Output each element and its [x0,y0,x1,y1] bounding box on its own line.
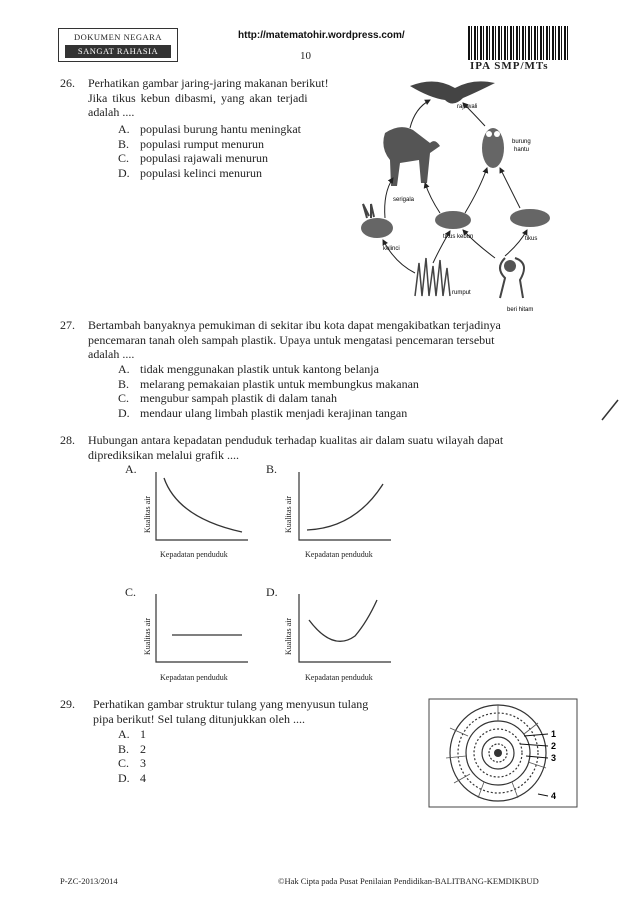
pointer-label: 1 [551,729,557,739]
document-label: DOKUMEN NEGARA [74,32,162,42]
question-28-text [88,433,578,462]
graph-a-plot [150,470,250,545]
graph-d-xlabel: Kepadatan penduduk [305,673,373,682]
option-text: populasi kelinci menurun [140,165,262,180]
pen-mark [600,398,620,422]
option-letter: D. [118,405,130,420]
source-url-link[interactable]: http://matematohir.wordpress.com/ [238,30,405,41]
option-a[interactable] [118,362,419,377]
option-text: 4 [140,770,146,785]
secret-label: SANGAT RAHASIA [65,45,171,58]
option-letter: B. [118,741,130,756]
option-text: mendaur ulang limbah plastik menjadi kerajinan tangan [140,405,408,420]
graph-b-letter[interactable]: B. [266,462,278,476]
page-number: 10 [300,50,311,62]
option-c[interactable] [118,756,146,771]
question-27-text [88,318,578,362]
question-26-options [118,122,301,180]
footer-copyright: ©Hak Cipta pada Pusat Penilaian Pendidikan-BALITBANG-KEMDIKBUD [278,876,539,886]
option-letter: D. [118,165,130,180]
rat-icon [510,209,550,227]
option-letter: A. [118,122,130,136]
question-26-text [88,76,329,120]
option-text: 3 [140,756,146,770]
option-letter: C. [118,391,130,405]
label-rajawali: rajawali [457,104,478,110]
question-line: pipa berikut! Sel tulang ditunjukkan oleh .... [93,711,305,726]
garden-mouse-icon [435,211,471,229]
label-serigala: serigala [393,197,415,203]
grass-icon [415,258,450,296]
owl-icon [482,128,504,168]
question-29-text [93,697,413,726]
question-number: 29. [60,697,75,711]
blackberry-icon [500,258,524,298]
question-line: Perhatikan gambar jaring-jaring makanan berikut! [88,76,329,90]
option-text: melarang pemakaian plastik untuk membungkus makanan [140,376,419,391]
label-beri-hitam: beri hitam [507,307,534,313]
option-text: 2 [140,741,146,756]
graph-a-ylabel: Kualitas air [143,495,152,533]
question-number: 27. [60,318,75,332]
question-line: Bertambah banyaknya pemukiman di sekitar ibu kota dapat mengakibatkan terjadinya [88,318,501,332]
graph-c-letter[interactable]: C. [125,585,137,599]
pointer-label: 2 [551,741,557,751]
option-text: populasi burung hantu meningkat [140,122,301,136]
wolf-icon [383,127,440,186]
document-header-box [58,28,178,62]
graph-c-plot [150,592,250,667]
option-d[interactable] [118,166,301,181]
subject-code: IPA SMP/MTs [470,60,549,72]
graph-b-ylabel: Kualitas air [284,495,293,533]
question-line: Jika tikus kebun dibasmi, yang akan terjadi [88,90,308,105]
option-d[interactable] [118,406,419,421]
option-c[interactable] [118,391,419,406]
option-letter: A. [118,727,130,741]
option-a[interactable] [118,122,301,137]
graph-d-plot [293,592,393,667]
question-line: Hubungan antara kepadatan penduduk terhadap kualitas air dalam suatu wilayah dapat [88,433,504,447]
footer-code: P-ZC-2013/2014 [60,876,118,886]
label-kelinci: kelinci [383,246,400,252]
option-letter: C. [118,756,130,770]
option-text: 1 [140,727,146,741]
graph-b-xlabel: Kepadatan penduduk [305,550,373,559]
bone-structure-figure [428,698,578,808]
option-b[interactable] [118,742,146,757]
eagle-icon [410,81,495,103]
label-tikus: tikus [525,236,538,242]
pointer-label: 3 [551,753,557,763]
option-text: tidak menggunakan plastik untuk kantong belanja [140,362,379,376]
option-letter: B. [118,376,130,391]
option-letter: A. [118,362,130,376]
option-letter: C. [118,151,130,165]
rabbit-icon [361,204,393,238]
option-letter: B. [118,136,130,151]
graph-c-ylabel: Kualitas air [143,617,152,655]
question-27-options [118,362,419,420]
question-line: Perhatikan gambar struktur tulang yang menyusun tulang [93,697,369,711]
pointer-label: 4 [551,791,557,801]
label-burung: burung [512,139,531,145]
question-29-options [118,727,146,785]
graph-a-letter[interactable]: A. [125,462,137,476]
question-line: pencemaran tanah oleh sampah plastik. Upaya untuk mengatasi pencemaran tersebut [88,332,495,347]
graph-c-xlabel: Kepadatan penduduk [160,673,228,682]
option-c[interactable] [118,151,301,166]
option-letter: D. [118,770,130,785]
label-rumput: rumput [452,290,471,296]
question-number: 28. [60,433,75,447]
option-d[interactable] [118,771,146,786]
option-text: populasi rajawali menurun [140,151,268,165]
option-text: populasi rumput menurun [140,136,264,151]
barcode-image [468,26,570,60]
label-hantu: hantu [514,147,530,153]
food-web-arrows [383,100,530,273]
food-web-figure [355,68,570,313]
question-number: 26. [60,76,75,90]
option-b[interactable] [118,377,419,392]
graph-d-ylabel: Kualitas air [284,617,293,655]
option-a[interactable] [118,727,146,742]
question-line: adalah .... [88,105,135,119]
graph-b-plot [293,470,393,545]
graph-d-letter[interactable]: D. [266,585,278,599]
label-tikus-kebun: tikus kebun [443,234,474,240]
question-line: adalah .... [88,347,135,361]
graph-a-xlabel: Kepadatan penduduk [160,550,228,559]
option-b[interactable] [118,137,301,152]
option-text: mengubur sampah plastik di dalam tanah [140,391,337,405]
question-line: diprediksikan melalui grafik .... [88,447,239,462]
